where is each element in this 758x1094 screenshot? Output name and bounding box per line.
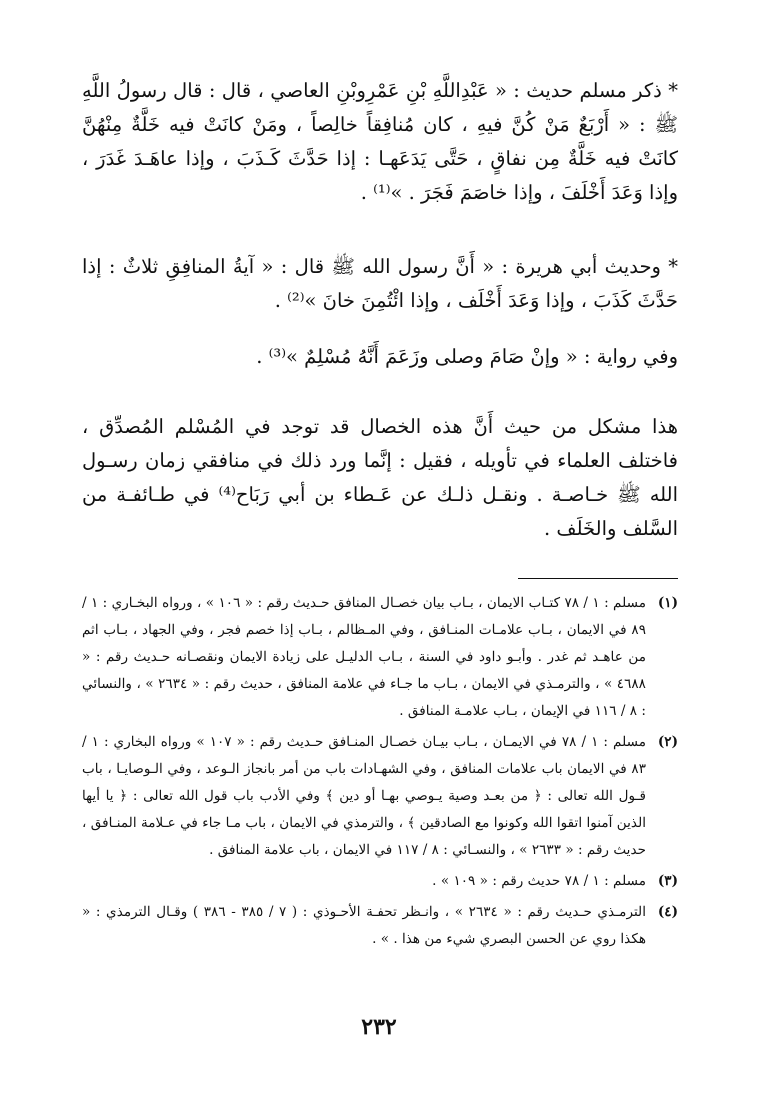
paragraph-riwaya [82, 340, 678, 374]
page-number: ٢٣٢ [361, 1014, 397, 1040]
footnote-4 [82, 899, 678, 953]
paragraph-text: * ذكر مسلم حديث : « عَبْدِاللَّهِ بْنِ عَمْرِوبْنِ العاصي ، قال : قال رسولُ اللَّهِ ﷺ : « أَرْبَعٌ مَنْ كُنَّ فيهِ ، كان مُنافِقاً خالِصاً ، ومَنْ كانَتْ فيه خَلَّةٌ مِنْهُنَّ كانَتْ فيه خَلَّةٌ مِن نفاقٍ ، حَتَّى يَدَعَهـا : إذا حَدَّثَ كَـذَبَ ، وإذا عاهَـدَ غَدَرَ ، وإذا وَعَدَ أَخْلَفَ ، وإذا خاصَمَ فَجَرَ . »⁽¹⁾ . [82, 79, 678, 204]
paragraph-text: هذا مشكل من حيث أَنَّ هذه الخصال قد توجد في المُسْلم المُصدِّق ، فاختلف العلماء في تأويله ، فقيل : إنَّما ورد ذلك في منافقي زمان رسـول الله ﷺ خـاصـة . ونقـل ذلـك عن عَـطاء بن أبي رَبَاح⁽⁴⁾ في طـائفـة من السَّلف والخَلَف . [82, 415, 678, 540]
paragraph-hadith-abdullah [82, 74, 678, 210]
footnote-number: (٢) [657, 734, 678, 750]
paragraph-hadith-abu-hurayra [82, 250, 678, 318]
footnote-2 [82, 729, 678, 864]
footnote-number: (١) [657, 595, 678, 611]
footnotes [82, 590, 678, 957]
paragraph-text: * وحديث أبي هريرة : « أَنَّ رسول الله ﷺ قال : « آيةُ المنافِقِ ثلاثٌ : إذا حَدَّثَ كَذَبَ ، وإذا وَعَدَ أَخْلَف ، وإذا ائْتُمِنَ خانَ »⁽²⁾ . [82, 255, 678, 312]
footnote-1 [82, 590, 678, 725]
paragraph-text: وفي رواية : « وإنْ صَامَ وصلى وزَعَمَ أَنَّهُ مُسْلِمٌ »⁽³⁾ . [256, 345, 678, 368]
footnote-text: مسلم : ١ / ٧٨ في الايمـان ، بـاب بيـان خصـال المنـافق حـديث رقم : « ١٠٧ » ورواه البخاري : ١ / ٨٣ في الايمان باب علامات المنافق ، وفي الشهـادات باب من أمر بانجاز الـوعد ، وفي الـوصايـا ، باب قـول الله تعالى : ﴿ من بعـد وصية يـوصي بهـا أو دين ﴾ وفي الأدب باب قول الله تعالى : ﴿ يا أيها الذين آمنوا اتقوا الله وكونوا مع الصادقين ﴾ ، والترمذي في الايمان ، باب مـا جاء في عـلامة المنـافق ، حديث رقم : « ٢٦٣٣ » ، والنسـائي : ٨ / ١١٧ في الايمان ، باب علامة المنافق . [82, 734, 646, 858]
footnote-text: الترمـذي حـديث رقم : « ٢٦٣٤ » ، وانـظر تحفـة الأحـوذي : ( ٧ / ٣٨٥ - ٣٨٦ ) وقـال الترمذي : « هكذا روي عن الحسن البصري شيء من هذا . » . [82, 904, 646, 947]
footnote-text: مسلم : ١ / ٧٨ كتـاب الايمان ، بـاب بيان خصـال المنافق حـديث رقم : « ١٠٦ » ، ورواه البخـاري : ١ / ٨٩ في الايمان ، بـاب علامـات المنـافق ، وفي المـظالم ، بـاب إذا خصم فجر ، وفي الجهاد ، بـاب اثم من عاهـد ثم غدر . وأبـو داود في السنة ، بـاب الدليـل على زيادة الايمان ونقصـانه حـديث رقم : « ٤٦٨٨ » ، والترمـذي في الايمان ، بـاب ما جـاء في علامة المنافق ، حديث رقم : « ٢٦٣٤ » ، والنسائي : ٨ / ١١٦ في الإيمان ، بـاب علامـة المنافق . [82, 595, 646, 719]
footnote-text: مسلم : ١ / ٧٨ حديث رقم : « ١٠٩ » . [432, 873, 646, 889]
footnote-3 [82, 868, 678, 895]
footnote-number: (٣) [657, 873, 678, 889]
paragraph-commentary [82, 410, 678, 546]
footnote-number: (٤) [657, 904, 678, 920]
footnote-separator [518, 578, 678, 579]
